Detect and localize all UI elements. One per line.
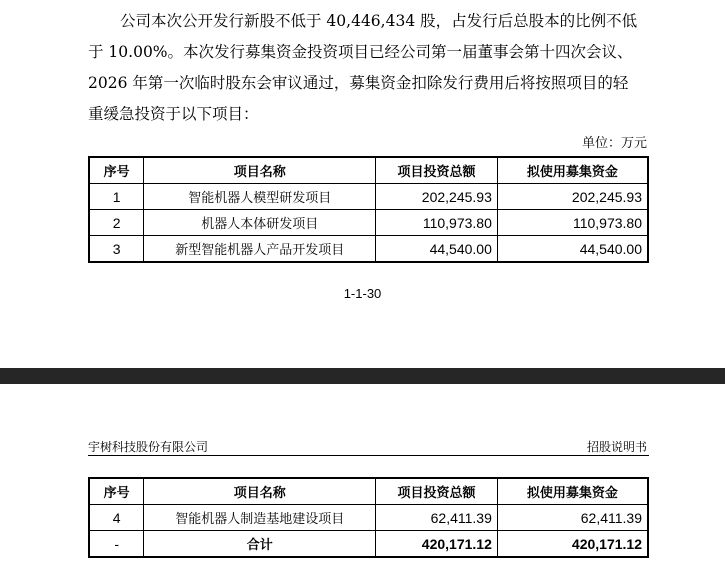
paragraph-line-1: 公司本次公开发行新股不低于 40,446,434 股，占发行后总股本的比例不低 — [120, 12, 638, 30]
investment-table-part-2 — [88, 477, 649, 558]
header-raised-funds: 拟使用募集资金 — [497, 478, 648, 505]
cell-seq: 3 — [89, 236, 144, 263]
page-break-divider — [0, 368, 725, 384]
unit-label: 单位：万元 — [581, 136, 647, 151]
table-row — [89, 236, 648, 263]
cell-seq: 2 — [89, 210, 144, 236]
cell-total-label: 合计 — [144, 531, 376, 558]
header-rule — [88, 455, 649, 456]
cell-seq: - — [89, 531, 144, 558]
paragraph-line-4: 重缓急投资于以下项目： — [88, 105, 259, 123]
page-number: 1-1-30 — [343, 286, 382, 301]
table-row — [89, 210, 648, 236]
table-total-row — [89, 531, 648, 558]
cell-raised-funds: 44,540.00 — [497, 236, 648, 263]
cell-seq: 1 — [89, 184, 144, 210]
paragraph-line-3: 2026 年第一次临时股东会审议通过，募集资金扣除发行费用后将按照项目的轻 — [88, 74, 629, 92]
header-total-investment: 项目投资总额 — [376, 478, 498, 505]
cell-total-investment: 110,973.80 — [376, 210, 498, 236]
cell-total-investment: 202,245.93 — [376, 184, 498, 210]
investment-table-part-1 — [88, 156, 649, 263]
cell-project-name: 新型智能机器人产品开发项目 — [144, 236, 376, 263]
cell-raised-funds: 202,245.93 — [497, 184, 648, 210]
table-row — [89, 184, 648, 210]
cell-total-investment: 44,540.00 — [376, 236, 498, 263]
cell-project-name: 智能机器人制造基地建设项目 — [144, 505, 376, 531]
table-row — [89, 505, 648, 531]
cell-project-name: 智能机器人模型研发项目 — [144, 184, 376, 210]
header-seq: 序号 — [89, 478, 144, 505]
cell-total-investment-sum: 420,171.12 — [376, 531, 498, 558]
cell-total-investment: 62,411.39 — [376, 505, 498, 531]
table-header-row — [89, 478, 648, 505]
header-raised-funds: 拟使用募集资金 — [497, 157, 648, 184]
header-project-name: 项目名称 — [144, 157, 376, 184]
cell-project-name: 机器人本体研发项目 — [144, 210, 376, 236]
paragraph-line-2: 于 10.00%。本次发行募集资金投资项目已经公司第一届董事会第十四次会议、 — [88, 43, 633, 61]
document-page-2 — [0, 384, 725, 572]
table-header-row — [89, 157, 648, 184]
header-seq: 序号 — [89, 157, 144, 184]
header-company-name: 宇树科技股份有限公司 — [88, 440, 209, 454]
header-document-type: 招股说明书 — [586, 440, 647, 454]
cell-seq: 4 — [89, 505, 144, 531]
cell-raised-funds: 110,973.80 — [497, 210, 648, 236]
header-project-name: 项目名称 — [144, 478, 376, 505]
cell-raised-funds-sum: 420,171.12 — [497, 531, 648, 558]
cell-raised-funds: 62,411.39 — [497, 505, 648, 531]
header-total-investment: 项目投资总额 — [376, 157, 498, 184]
